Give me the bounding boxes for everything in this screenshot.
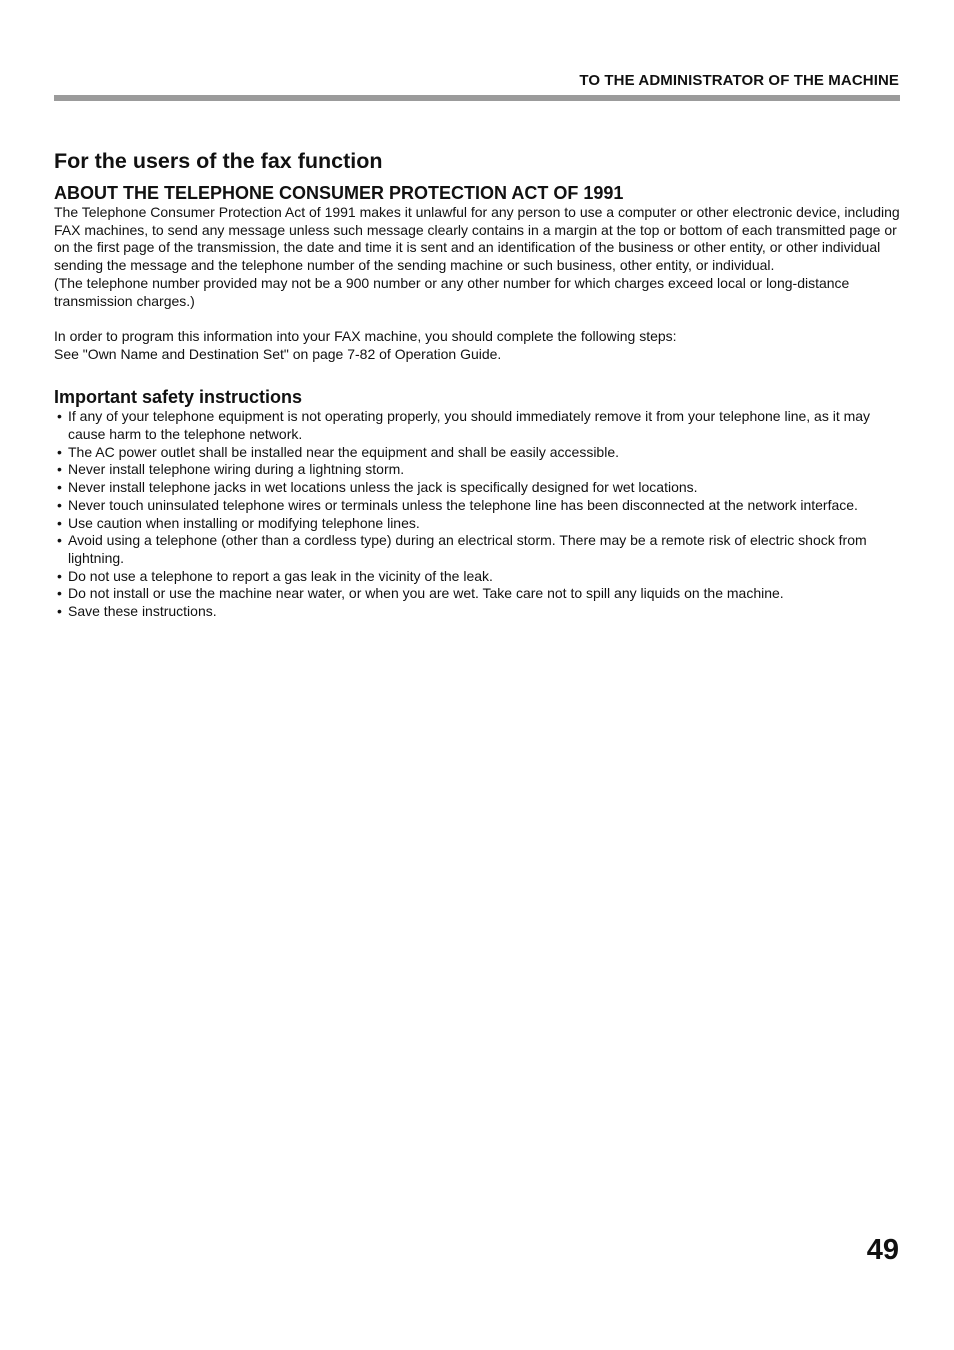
bullet-icon: •: [57, 514, 62, 531]
tcpa-paragraph-1: The Telephone Consumer Protection Act of 1991 makes it unlawful for any person to use a computer or other electronic device, including FAX machines, to send any message unless such message clearly contains in a margin at the top or bottom of each transmitted page or on the first page of the transmission, the date and time it is sent and an identification of the business or other entity, or other individual sending the message and the telephone number of the sending machine or such business, other entity, or individual.: [54, 204, 900, 274]
tcpa-paragraph-2: (The telephone number provided may not be a 900 number or any other number for which charges exceed local or long-distance transmission charges.): [54, 274, 850, 309]
header-rule: [54, 95, 900, 101]
bullet-icon: •: [57, 461, 62, 478]
safety-item: [54, 444, 904, 462]
page-content: [54, 148, 904, 621]
tcpa-heading: ABOUT THE TELEPHONE CONSUMER PROTECTION ACT OF 1991: [54, 183, 624, 203]
bullet-icon: •: [57, 443, 62, 460]
safety-item-text: Never install telephone jacks in wet locations unless the jack is specifically designed for wet locations.: [68, 479, 698, 496]
running-header: TO THE ADMINISTRATOR OF THE MACHINE: [579, 72, 899, 89]
safety-item-text: Use caution when installing or modifying telephone lines.: [68, 514, 420, 531]
paragraph-spacer: [54, 310, 904, 328]
safety-heading: Important safety instructions: [54, 387, 303, 408]
bullet-icon: •: [57, 532, 62, 549]
bullet-icon: •: [57, 496, 62, 513]
tcpa-paragraph-3: In order to program this information into your FAX machine, you should complete the following steps:: [54, 327, 677, 344]
safety-item: [54, 461, 904, 479]
safety-item: [54, 603, 904, 621]
safety-item: [54, 568, 904, 586]
safety-item-text: Never touch uninsulated telephone wires or terminals unless the telephone line has been disconnected at the network interface.: [68, 496, 858, 513]
safety-item-text: Do not install or use the machine near water, or when you are wet. Take care not to spill any liquids on the machine.: [68, 585, 784, 602]
safety-item: [54, 515, 904, 533]
safety-item-text: Never install telephone wiring during a lightning storm.: [68, 461, 405, 478]
bullet-icon: •: [57, 603, 62, 620]
bullet-icon: •: [57, 567, 62, 584]
safety-item: [54, 408, 904, 443]
tcpa-paragraph-4: See "Own Name and Destination Set" on page 7-82 of Operation Guide.: [54, 345, 502, 362]
bullet-icon: •: [57, 408, 62, 425]
safety-item: [54, 479, 904, 497]
safety-item-text: The AC power outlet shall be installed near the equipment and shall be easily accessible.: [68, 443, 619, 460]
safety-list: [54, 408, 904, 620]
safety-item: [54, 585, 904, 603]
bullet-icon: •: [57, 479, 62, 496]
safety-item-text: Do not use a telephone to report a gas leak in the vicinity of the leak.: [68, 567, 493, 584]
bullet-icon: •: [57, 585, 62, 602]
safety-item-text: Avoid using a telephone (other than a cordless type) during an electrical storm. There may be a remote risk of electric shock from lightning.: [68, 532, 867, 566]
safety-item-text: If any of your telephone equipment is not operating properly, you should immediately remove it from your telephone line, as it may cause harm to the telephone network.: [68, 408, 871, 443]
page-number: 49: [866, 1234, 899, 1266]
section-title: For the users of the fax function: [54, 149, 383, 173]
safety-item: [54, 532, 904, 567]
safety-item: [54, 497, 904, 515]
safety-item-text: Save these instructions.: [68, 603, 217, 620]
